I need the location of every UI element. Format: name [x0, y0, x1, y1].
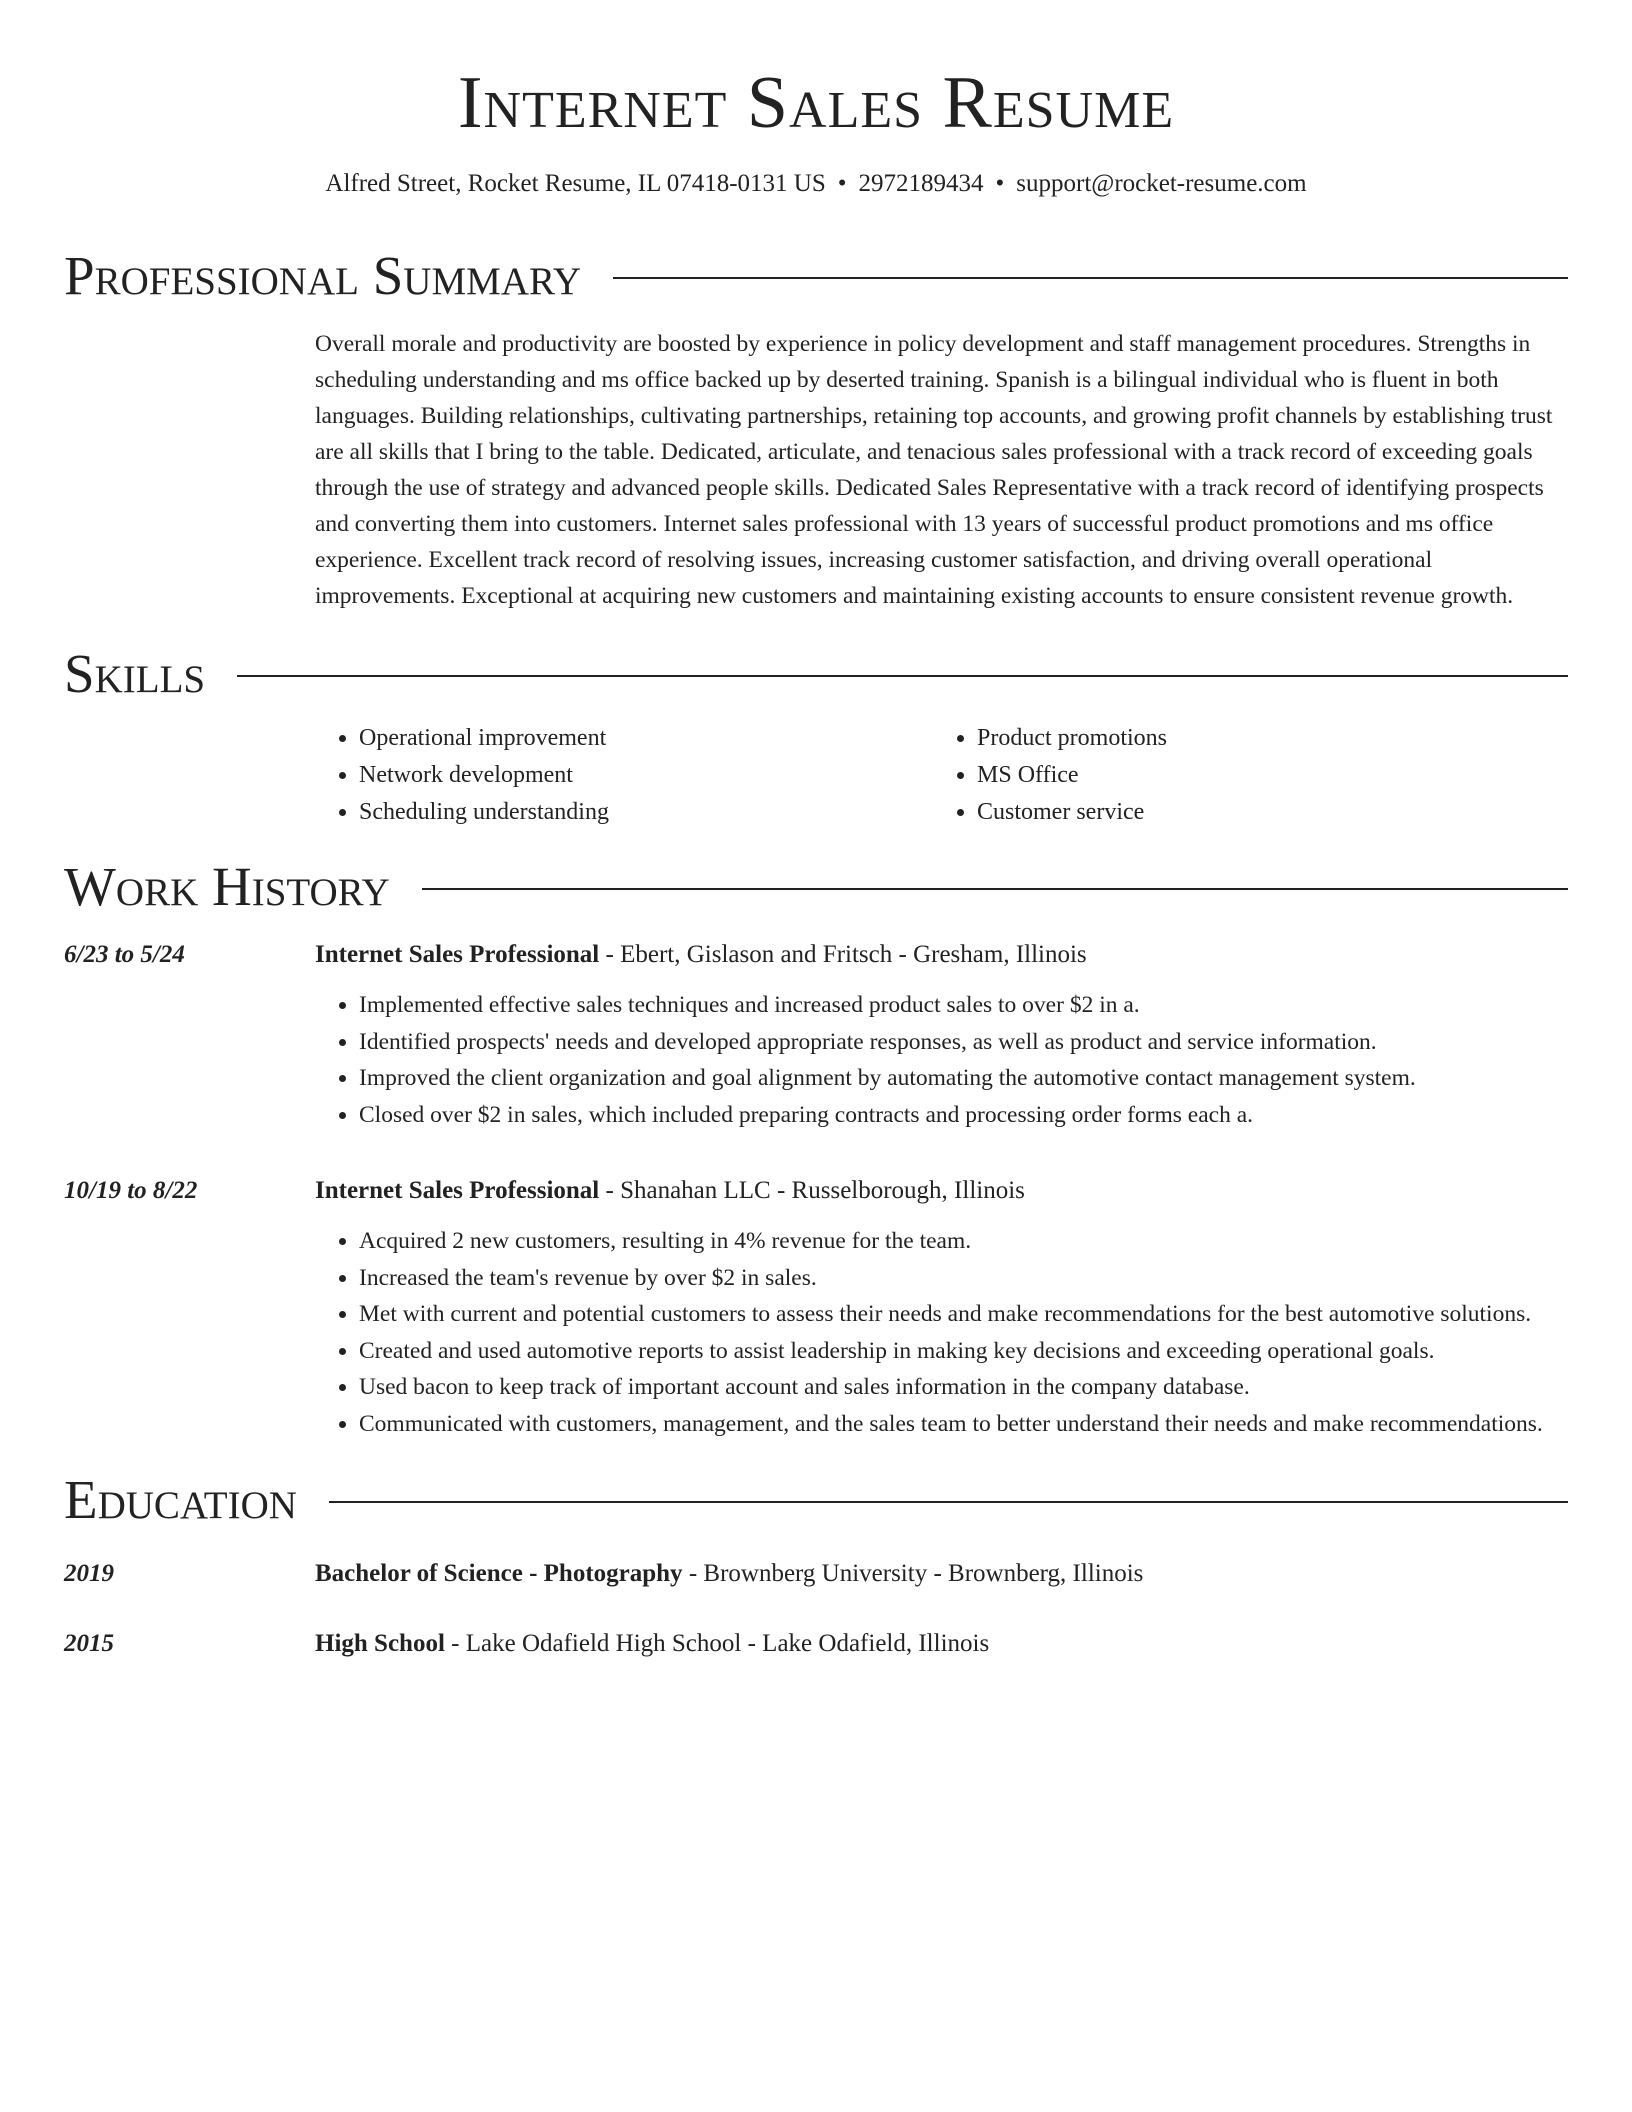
job-bullet: • Acquired 2 new customers, resulting in 4% revenue for the team. — [359, 1223, 1568, 1260]
skills-heading: Skills — [64, 643, 206, 704]
job-bullet: • Implemented effective sales techniques and increased product sales to over $2 in a. — [359, 987, 1568, 1024]
job-bullet: • Identified prospects' needs and developed appropriate responses, as well as product and service information. — [359, 1024, 1568, 1061]
education-year: 2019 — [64, 1560, 114, 1587]
section-divider — [329, 1501, 1568, 1503]
section-divider — [613, 277, 1568, 279]
skill-item: • Product promotions — [977, 720, 1167, 757]
resume-title: Internet Sales Resume — [457, 62, 1175, 144]
job-headline — [315, 937, 1568, 973]
job-content — [315, 1173, 1568, 1442]
work-section-header — [64, 855, 1568, 919]
job-bullets — [315, 987, 1568, 1133]
education-year: 2015 — [64, 1630, 114, 1657]
section-divider — [237, 675, 1568, 677]
summary-heading: Professional Summary — [64, 245, 582, 306]
education-heading: Education — [64, 1469, 297, 1530]
education-details: - Lake Odafield High School - Lake Odafield, Illinois — [444, 1630, 990, 1657]
education-details: - Brownberg University - Brownberg, Illinois — [682, 1560, 1144, 1587]
contact-phone: 2972189434 — [858, 170, 984, 197]
job-title: Internet Sales Professional — [315, 941, 600, 968]
section-divider — [422, 888, 1568, 890]
work-heading: Work History — [64, 856, 390, 917]
education-entry — [64, 1556, 1568, 1592]
job-bullet: • Improved the client organization and goal alignment by automating the automotive contact management system. — [359, 1060, 1568, 1097]
job-details: - Shanahan LLC - Russelborough, Illinois — [599, 1177, 1025, 1204]
contact-line — [64, 168, 1568, 200]
skills-list — [315, 720, 1568, 831]
contact-address: Alfred Street, Rocket Resume, IL 07418-0131 US — [325, 170, 826, 197]
job-dates: 6/23 to 5/24 — [64, 941, 185, 968]
skill-item: • Network development — [359, 757, 933, 794]
education-content — [315, 1626, 1568, 1662]
contact-separator: • — [837, 170, 847, 197]
job-bullet: • Used bacon to keep track of important account and sales information in the company database. — [359, 1369, 1568, 1406]
skill-item: • Customer service — [977, 794, 1167, 831]
job-bullet: • Met with current and potential customers to assess their needs and make recommendations for the best automotive solutions. — [359, 1296, 1568, 1333]
summary-section-header — [64, 244, 1568, 308]
education-entry — [64, 1626, 1568, 1662]
education-degree: High School — [315, 1630, 445, 1657]
skill-item: • Operational improvement — [359, 720, 933, 757]
job-title: Internet Sales Professional — [315, 1177, 600, 1204]
job-entry — [64, 937, 1568, 1133]
job-headline — [315, 1173, 1568, 1209]
job-bullet: • Communicated with customers, management, and the sales team to better understand their needs and make recommendations. — [359, 1406, 1568, 1443]
education-headline — [315, 1626, 1568, 1662]
contact-email: support@rocket-resume.com — [1016, 170, 1307, 197]
education-section-header — [64, 1468, 1568, 1532]
job-bullet: • Created and used automotive reports to assist leadership in making key decisions and exceeding operational goals. — [359, 1333, 1568, 1370]
job-bullet: • Increased the team's revenue by over $2 in sales. — [359, 1260, 1568, 1297]
job-bullets — [315, 1223, 1568, 1442]
skills-column-left — [315, 720, 933, 831]
job-content — [315, 937, 1568, 1133]
skill-item: • Scheduling understanding — [359, 794, 933, 831]
job-dates: 10/19 to 8/22 — [64, 1177, 198, 1204]
skill-item: • MS Office — [977, 757, 1167, 794]
education-content — [315, 1556, 1568, 1592]
skills-column-right — [933, 720, 1167, 831]
skills-section-header — [64, 642, 1568, 706]
education-headline — [315, 1556, 1568, 1592]
contact-separator: • — [995, 170, 1005, 197]
job-entry — [64, 1173, 1568, 1442]
job-bullet: • Closed over $2 in sales, which included preparing contracts and processing order forms each a. — [359, 1097, 1568, 1134]
summary-text: Overall morale and productivity are boosted by experience in policy development and staff management procedures. Strengths in scheduling understanding and ms office backed up by deserted training. Spanish is a bilingual individual who is fluent in both languages. Building relationships, cultivating partnerships, retaining top accounts, and growing profit channels by establishing trust are all skills that I bring to the table. Dedicated, articulate, and tenacious sales professional with a track record of exceeding goals through the use of strategy and advanced people skills. Dedicated Sales Representative with a track record of identifying prospects and converting them into customers. Internet sales professional with 13 years of successful product promotions and ms office experience. Excellent track record of resolving issues, increasing customer satisfaction, and driving overall operational improvements. Exceptional at acquiring new customers and maintaining existing accounts to ensure consistent revenue growth. — [315, 331, 1553, 609]
education-degree: Bachelor of Science - Photography — [315, 1560, 683, 1587]
job-details: - Ebert, Gislason and Fritsch - Gresham, Illinois — [599, 941, 1087, 968]
